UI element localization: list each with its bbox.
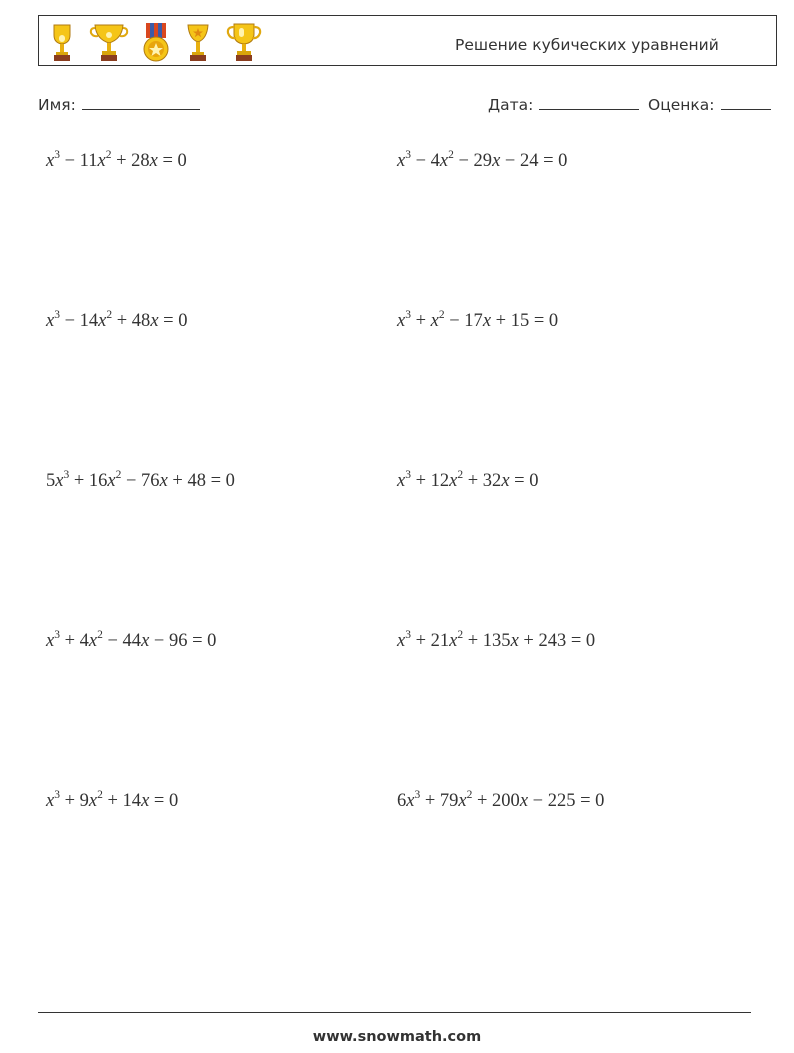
name-field bbox=[38, 95, 200, 114]
problem-5: $5x^3 + 16x^2 - 76x + 48 = 0$ bbox=[46, 469, 235, 491]
worksheet-title: Решение кубических уравнений bbox=[455, 36, 719, 54]
problem-9: $x^3 + 9x^2 + 14x = 0$ bbox=[46, 789, 179, 811]
name-label: Имя: bbox=[38, 96, 76, 114]
grade-field bbox=[648, 95, 771, 114]
footer-website[interactable]: www.snowmath.com bbox=[312, 1029, 482, 1045]
date-field bbox=[488, 95, 639, 114]
problem-3: $x^3 - 14x^2 + 48x = 0$ bbox=[46, 309, 188, 331]
problem-1: $x^3 - 11x^2 + 28x = 0$ bbox=[46, 149, 187, 171]
grade-label: Оценка: bbox=[648, 96, 715, 114]
worksheet-header bbox=[38, 15, 777, 66]
problem-4: $x^3 + x^2 - 17x + 15 = 0$ bbox=[397, 309, 559, 331]
date-blank[interactable] bbox=[539, 95, 639, 110]
problem-7: $x^3 + 4x^2 - 44x - 96 = 0$ bbox=[46, 629, 217, 651]
trophy-cup-icon bbox=[47, 21, 77, 63]
problem-10: $6x^3 + 79x^2 + 200x - 225 = 0$ bbox=[397, 789, 605, 811]
trophy-wide-icon bbox=[89, 21, 129, 63]
grade-blank[interactable] bbox=[721, 95, 771, 110]
problem-6: $x^3 + 12x^2 + 32x = 0$ bbox=[397, 469, 539, 491]
footer-divider bbox=[38, 1012, 751, 1013]
medal-icon bbox=[141, 21, 171, 63]
trophy-handles-icon bbox=[225, 21, 263, 63]
problem-2: $x^3 - 4x^2 - 29x - 24 = 0$ bbox=[397, 149, 568, 171]
problem-8: $x^3 + 21x^2 + 135x + 243 = 0$ bbox=[397, 629, 596, 651]
date-label: Дата: bbox=[488, 96, 534, 114]
trophy-star-icon bbox=[183, 21, 213, 63]
name-blank[interactable] bbox=[82, 95, 200, 110]
trophy-icons bbox=[47, 21, 263, 63]
